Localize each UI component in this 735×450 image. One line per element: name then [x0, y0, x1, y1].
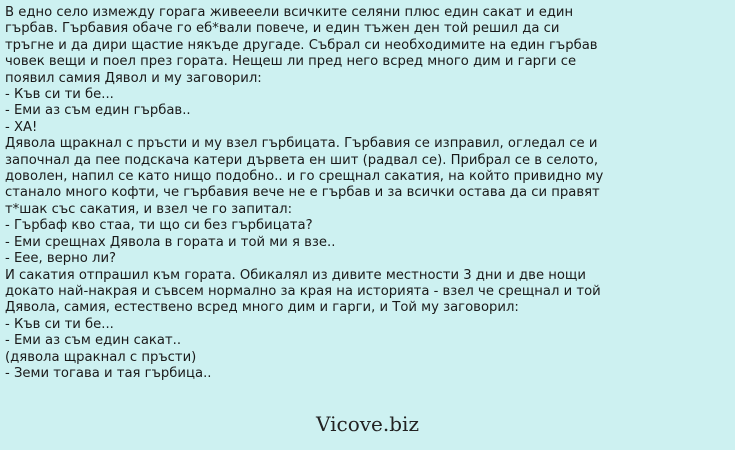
story-line: - Къв си ти бе...	[5, 316, 114, 332]
site-watermark: Vicove.biz	[316, 412, 419, 436]
story-line: В едно село измежду горага живееели всичките селяни плюс един сакат и един	[5, 5, 574, 20]
story-line: - Еми срещнах Дявола в гората и той ми я взе..	[5, 234, 336, 250]
story-line: (дявола щракнал с пръсти)	[5, 349, 197, 365]
story-line: появил самия Дявол и му заговорил:	[5, 70, 262, 86]
story-text	[5, 5, 730, 382]
story-line: - Къв си ти бе...	[5, 87, 114, 103]
story-line: т*шак със сакатия, и взел че го запитал:	[5, 201, 293, 217]
story-line: - ХА!	[5, 119, 38, 135]
story-line: Дявола щракнал с пръсти и му взел гърбицата. Гърбавия се изправил, огледал се и	[5, 136, 598, 152]
story-line: започнал да пее подскача катери дърветa ен шит (радвал се). Прибрал се в селото,	[5, 152, 599, 168]
story-line: гърбав. Гърбавия обаче го еб*вали повече, и един тъжен ден той решил да си	[5, 21, 560, 37]
story-line: Дявола, самия, естествено всред много дим и гарги, и Той му заговорил:	[5, 300, 519, 316]
story-line: тръгне и да дири щастие някъде другаде. Събрал си необходимите на един гърбав	[5, 37, 598, 53]
story-line: - Еми аз съм един сакат..	[5, 333, 182, 349]
story-line: - Еми аз съм един гърбав..	[5, 103, 191, 119]
story-line: докато най-накрая и съвсем нормално за края на историята - взел че срещнал и той	[5, 283, 601, 299]
story-line: - Гърбаф кво стаа, ти що си без гърбицата?	[5, 218, 313, 234]
story-line: - Земи тогава и тая гърбица..	[5, 365, 212, 381]
story-line: - Еее, верно ли?	[5, 251, 117, 267]
story-line: човек вещи и поел през гората. Нещеш ли пред него всред много дим и гарги се	[5, 54, 577, 70]
story-line: доволен, напил се като нищо подобно.. и го срещнал сакатия, на който привидно му	[5, 169, 604, 185]
story-line: станало много кофти, че гърбавия вече не е гърбав и за всички остава да си правят	[5, 185, 600, 201]
story-line: И сакатия отпрашил към гората. Обикалял из дивите местности 3 дни и две нощи	[5, 267, 586, 283]
